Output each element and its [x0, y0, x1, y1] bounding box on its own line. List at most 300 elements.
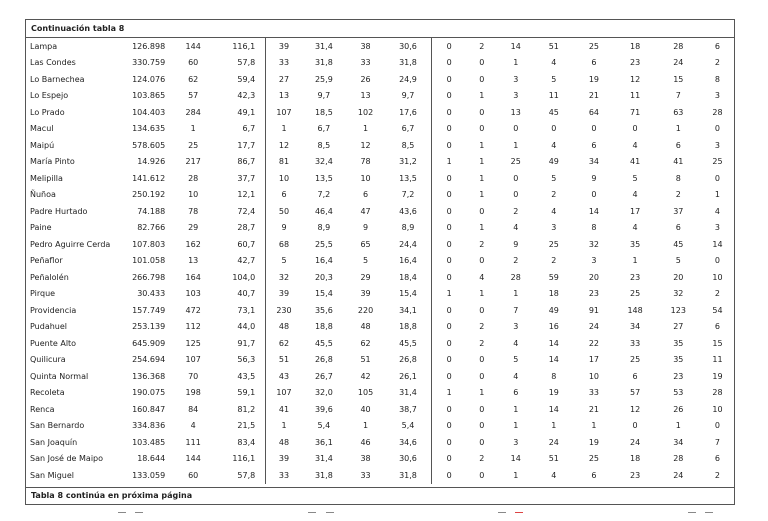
table-cell: 125 [185, 338, 201, 348]
table-cell: 4 [632, 190, 638, 200]
table-cell: 0 [431, 55, 466, 72]
table-cell: 14 [712, 239, 723, 249]
table-cell: 31,8 [314, 470, 333, 480]
table-row [26, 236, 734, 253]
table-cell: 23 [630, 58, 641, 68]
table-cell: 1 [479, 190, 485, 200]
row-label: Las Condes [30, 58, 76, 68]
table-cell: 39 [266, 286, 302, 303]
table-row [26, 434, 734, 451]
table-cell: 13 [188, 256, 199, 266]
table-cell: 23 [588, 289, 600, 299]
table-cell: 45 [673, 239, 684, 249]
table-cell: 0 [551, 124, 557, 134]
table-cell: 1 [591, 421, 597, 431]
table-cell: 36,1 [314, 437, 333, 447]
table-cell: 24 [548, 437, 559, 447]
table-row [26, 55, 734, 72]
table-cell: 6,7 [242, 124, 256, 134]
table-cell: 26,8 [314, 355, 333, 365]
table-cell: 3 [513, 74, 519, 84]
row-label: Providencia [30, 305, 77, 315]
table-cell: 33 [360, 58, 371, 68]
row-label: Lo Espejo [30, 91, 69, 101]
row-label: Recoleta [30, 388, 65, 398]
table-cell: 13 [360, 91, 371, 101]
table-cell: 51 [548, 41, 559, 51]
table-cell: 57 [630, 388, 641, 398]
table-cell: 7 [714, 437, 721, 447]
table-cell: 7 [675, 91, 681, 101]
table-cell: 5 [632, 173, 638, 183]
table-cell: 0 [431, 71, 466, 88]
table-row [26, 401, 734, 418]
table-cell: 18,5 [314, 107, 333, 117]
table-cell: 0 [479, 404, 485, 414]
table-cell: 9,7 [317, 91, 331, 101]
table-cell: 2 [551, 190, 557, 200]
table-cell: 103 [185, 289, 201, 299]
table-row [26, 368, 734, 385]
table-cell: 8 [675, 173, 681, 183]
table-cell: 112 [185, 322, 201, 332]
table-cell: 144 [185, 41, 201, 51]
table-cell: 48 [360, 322, 371, 332]
table-cell: 0 [431, 253, 466, 270]
table-cell: 4 [632, 140, 638, 150]
table-cell: 45 [548, 107, 559, 117]
table-cell: 160.847 [132, 404, 166, 414]
table-cell: 33 [266, 55, 302, 72]
table-cell: 17,7 [237, 140, 256, 150]
table-cell: 116,1 [232, 454, 256, 464]
table-cell: 47 [360, 206, 371, 216]
table-cell: 0 [479, 74, 485, 84]
table-cell: 26,7 [314, 371, 333, 381]
table-cell: 578.605 [132, 140, 166, 150]
table-cell: 2 [551, 256, 557, 266]
table-cell: 26 [673, 404, 684, 414]
table-cell: 0 [513, 124, 519, 134]
table-cell: 8,5 [401, 140, 415, 150]
table-cell: 25 [588, 454, 600, 464]
table-cell: 34 [588, 157, 600, 167]
table-cell: 107.803 [132, 239, 166, 249]
table-cell: 40 [360, 404, 371, 414]
table-cell: 24 [588, 322, 600, 332]
table-cell: 14.926 [137, 157, 166, 167]
table-cell: 21 [588, 404, 600, 414]
table-cell: 28 [188, 173, 199, 183]
table-cell: 5 [551, 74, 557, 84]
table-cell: 30.433 [137, 289, 166, 299]
table-cell: 1 [513, 404, 519, 414]
table-cell: 0 [431, 170, 466, 187]
table-cell: 107 [266, 385, 302, 402]
table-cell: 24 [673, 58, 684, 68]
table-cell: 18 [630, 41, 641, 51]
table-cell: 19 [548, 388, 559, 398]
table-row [26, 104, 734, 121]
table-cell: 13 [266, 88, 302, 105]
table-cell: 104.403 [132, 107, 166, 117]
table-cell: 14 [510, 41, 521, 51]
row-label: Lo Barnechea [30, 74, 85, 84]
table-cell: 4 [551, 140, 557, 150]
table-cell: 81 [266, 154, 302, 171]
table-cell: 16 [548, 322, 559, 332]
table-cell: 6 [363, 190, 369, 200]
table-cell: 6 [714, 41, 721, 51]
row-label: Padre Hurtado [30, 206, 88, 216]
table-cell: 0 [431, 203, 466, 220]
table-cell: 2 [714, 470, 721, 480]
table-cell: 57 [188, 91, 199, 101]
table-cell: 103.485 [132, 437, 166, 447]
table-cell: 33 [630, 338, 641, 348]
row-label: Ñuñoa [30, 190, 56, 200]
table-cell: 39 [266, 451, 302, 468]
table-cell: 26 [360, 74, 371, 84]
table-cell: 24,4 [399, 239, 417, 249]
table-cell: 6 [714, 322, 721, 332]
table-cell: 17 [630, 206, 641, 216]
table-cell: 43 [266, 368, 302, 385]
table-cell: 19 [588, 74, 600, 84]
table-cell: 49 [548, 157, 559, 167]
table-cell: 4 [551, 470, 557, 480]
table-cell: 68 [266, 236, 302, 253]
table-cell: 101.058 [132, 256, 166, 266]
row-label: Quinta Normal [30, 371, 89, 381]
table-cell: 107 [185, 355, 201, 365]
table-row [26, 170, 734, 187]
table-row [26, 451, 734, 468]
table-cell: 37 [673, 206, 684, 216]
table-cell: 82.766 [137, 223, 166, 233]
table-cell: 4 [513, 371, 519, 381]
table-row [26, 286, 734, 303]
table-cell: 28 [712, 388, 723, 398]
table-cell: 1 [513, 421, 519, 431]
table-cell: 10 [360, 173, 371, 183]
table-cell: 9 [513, 239, 519, 249]
table-cell: 8,9 [401, 223, 415, 233]
table-cell: 28 [673, 454, 684, 464]
table-cell: 25 [712, 157, 723, 167]
table-cell: 51 [360, 355, 371, 365]
table-cell: 7,2 [401, 190, 415, 200]
table-cell: 12 [360, 140, 371, 150]
row-label: San José de Maipo [30, 454, 104, 464]
table-cell: 1 [551, 421, 557, 431]
table-cell: 62 [188, 74, 199, 84]
table-cell: 10 [712, 404, 723, 414]
table-cell: 1 [479, 91, 485, 101]
row-label: Renca [30, 404, 55, 414]
table-cell: 8 [591, 223, 597, 233]
table-cell: 11 [630, 91, 641, 101]
table-row [26, 38, 734, 55]
table-cell: 29 [360, 272, 371, 282]
table-cell: 12 [630, 74, 641, 84]
table-cell: 37,7 [237, 173, 256, 183]
table-cell: 0 [431, 88, 466, 105]
row-label: Quilicura [30, 355, 66, 365]
table-cell: 0 [431, 137, 466, 154]
table-cell: 0 [714, 173, 721, 183]
row-label: Puente Alto [30, 338, 77, 348]
table-cell: 10 [266, 170, 302, 187]
table-cell: 18,8 [399, 322, 417, 332]
table-cell: 1 [363, 421, 369, 431]
row-label: Macul [30, 124, 54, 134]
table-cell: 9 [363, 223, 369, 233]
table-cell: 24 [673, 470, 684, 480]
table-cell: 15 [712, 338, 723, 348]
table-cell: 8 [714, 74, 721, 84]
table-cell: 1 [266, 418, 302, 435]
table-row [26, 335, 734, 352]
table-cell: 3 [551, 223, 557, 233]
table-cell: 32 [266, 269, 302, 286]
data-table [26, 38, 734, 484]
table-cell: 25 [630, 355, 641, 365]
table-cell: 9 [266, 220, 302, 237]
table-row [26, 154, 734, 171]
table-cell: 1 [513, 470, 519, 480]
table-cell: 144 [185, 454, 201, 464]
table-cell: 0 [431, 401, 466, 418]
table-cell: 17 [588, 355, 600, 365]
table-cell: 59,1 [237, 388, 256, 398]
table-cell: 157.749 [132, 305, 166, 315]
table-cell: 1 [513, 58, 519, 68]
table-cell: 2 [479, 338, 485, 348]
table-cell: 2 [479, 454, 485, 464]
table-cell: 0 [714, 421, 721, 431]
table-cell: 1 [479, 223, 485, 233]
table-cell: 91,7 [237, 338, 256, 348]
table-cell: 20 [588, 272, 600, 282]
table-cell: 62 [360, 338, 371, 348]
table-cell: 6,7 [401, 124, 415, 134]
table-cell: 49 [548, 305, 559, 315]
table-cell: 0 [431, 220, 466, 237]
table-cell: 124.076 [132, 74, 166, 84]
table-cell: 0 [479, 470, 485, 480]
table-cell: 78 [188, 206, 199, 216]
table-cell: 2 [513, 206, 519, 216]
table-cell: 0 [479, 124, 485, 134]
table-cell: 32 [588, 239, 600, 249]
row-label: Melipilla [30, 173, 63, 183]
table-cell: 0 [431, 352, 466, 369]
table-cell: 198 [185, 388, 201, 398]
table-cell: 266.798 [132, 272, 166, 282]
table-cell: 162 [185, 239, 201, 249]
table-cell: 3 [714, 140, 721, 150]
table-cell: 4 [551, 58, 557, 68]
table-cell: 29 [188, 223, 199, 233]
table-cell: 7 [513, 305, 519, 315]
table-cell: 24 [630, 437, 641, 447]
table-cell: 1 [513, 140, 519, 150]
table-cell: 18.644 [137, 454, 166, 464]
table-cell: 111 [185, 437, 201, 447]
table-cell: 1 [431, 385, 466, 402]
table-cell: 21 [588, 91, 600, 101]
table-cell: 21,5 [237, 421, 256, 431]
table-cell: 39 [360, 289, 371, 299]
table-cell: 28 [510, 272, 521, 282]
table-cell: 0 [431, 269, 466, 286]
table-cell: 14 [548, 338, 559, 348]
table-cell: 0 [479, 371, 485, 381]
table-row [26, 319, 734, 336]
table-cell: 35 [673, 338, 684, 348]
table-cell: 1 [675, 124, 681, 134]
table-cell: 0 [714, 256, 721, 266]
table-cell: 38 [360, 41, 371, 51]
table-cell: 107 [266, 104, 302, 121]
table-cell: 0 [431, 451, 466, 468]
table-cell: 1 [479, 388, 485, 398]
table-cell: 43,5 [237, 371, 256, 381]
table-cell: 1 [513, 289, 519, 299]
table-cell: 12 [266, 137, 302, 154]
table-cell: 71 [630, 107, 641, 117]
table-cell: 5 [363, 256, 369, 266]
table-footer-note: Tabla 8 continúa en próxima página [26, 487, 734, 504]
table-cell: 104,0 [232, 272, 256, 282]
row-label: San Bernardo [30, 421, 85, 431]
table-cell: 8,5 [317, 140, 331, 150]
table-cell: 83,4 [237, 437, 256, 447]
table-cell: 41 [266, 401, 302, 418]
table-caption: Continuación tabla 8 [26, 20, 734, 38]
table-cell: 2 [513, 256, 519, 266]
table-cell: 33 [266, 467, 302, 484]
table-cell: 126.898 [132, 41, 166, 51]
table-cell: 33 [360, 470, 371, 480]
table-cell: 6 [266, 187, 302, 204]
table-cell: 48 [266, 434, 302, 451]
table-cell: 34,1 [399, 305, 417, 315]
table-cell: 65 [360, 239, 371, 249]
table-cell: 32 [673, 289, 684, 299]
table-cell: 10 [188, 190, 199, 200]
table-cell: 41 [673, 157, 684, 167]
row-label: San Miguel [30, 470, 75, 480]
table-row [26, 418, 734, 435]
table-cell: 39 [266, 38, 302, 55]
table-cell: 6 [714, 454, 721, 464]
table-cell: 1 [479, 157, 485, 167]
table-row [26, 467, 734, 484]
table-cell: 472 [185, 305, 201, 315]
table-cell: 30,6 [399, 454, 417, 464]
table-cell: 11 [548, 91, 559, 101]
table-cell: 334.836 [132, 421, 166, 431]
table-cell: 0 [591, 124, 597, 134]
table-cell: 3 [591, 256, 597, 266]
table-cell: 31,8 [399, 58, 417, 68]
table-cell: 3 [513, 322, 519, 332]
table-cell: 4 [632, 223, 638, 233]
table-cell: 10 [588, 371, 600, 381]
table-cell: 27 [266, 71, 302, 88]
table-cell: 43,6 [399, 206, 417, 216]
table-cell: 22 [588, 338, 600, 348]
table-row [26, 352, 734, 369]
row-label: Lo Prado [30, 107, 65, 117]
table-cell: 34 [630, 322, 641, 332]
table-row [26, 88, 734, 105]
table-cell: 217 [185, 157, 201, 167]
table-cell: 42 [360, 371, 371, 381]
table-cell: 74.188 [137, 206, 166, 216]
table-cell: 35,6 [314, 305, 333, 315]
table-cell: 284 [185, 107, 201, 117]
table-cell: 0 [479, 421, 485, 431]
table-row [26, 269, 734, 286]
table-cell: 2 [479, 41, 485, 51]
table-cell: 1 [431, 154, 466, 171]
table-cell: 1 [479, 289, 485, 299]
table-cell: 16,4 [314, 256, 333, 266]
table-cell: 6 [675, 223, 681, 233]
table-cell: 2 [714, 58, 721, 68]
table-cell: 330.759 [132, 58, 166, 68]
table-frame [25, 19, 735, 505]
table-cell: 28,7 [237, 223, 256, 233]
table-cell: 78 [360, 157, 371, 167]
table-cell: 19 [588, 437, 600, 447]
table-cell: 6 [591, 140, 597, 150]
table-cell: 2 [714, 289, 721, 299]
table-cell: 3 [513, 437, 519, 447]
table-cell: 60 [188, 58, 199, 68]
table-cell: 250.192 [132, 190, 166, 200]
table-cell: 15 [673, 74, 684, 84]
table-cell: 72,4 [237, 206, 256, 216]
row-label: María Pinto [30, 157, 75, 167]
table-cell: 6 [513, 388, 519, 398]
table-row [26, 71, 734, 88]
table-cell: 91 [588, 305, 600, 315]
table-cell: 20,3 [314, 272, 333, 282]
table-cell: 38,7 [399, 404, 417, 414]
table-cell: 0 [431, 335, 466, 352]
table-cell: 25 [630, 289, 641, 299]
table-cell: 38 [360, 454, 371, 464]
table-cell: 51 [266, 352, 302, 369]
table-cell: 4 [513, 338, 519, 348]
table-cell: 51 [548, 454, 559, 464]
table-cell: 6 [675, 140, 681, 150]
table-cell: 18 [548, 289, 559, 299]
table-cell: 0 [431, 418, 466, 435]
table-cell: 6 [591, 470, 597, 480]
table-cell: 0 [431, 368, 466, 385]
table-cell: 59 [548, 272, 559, 282]
table-cell: 0 [431, 187, 466, 204]
table-cell: 6,7 [317, 124, 331, 134]
table-cell: 63 [673, 107, 684, 117]
table-cell: 45,5 [399, 338, 417, 348]
table-cell: 16,4 [399, 256, 417, 266]
